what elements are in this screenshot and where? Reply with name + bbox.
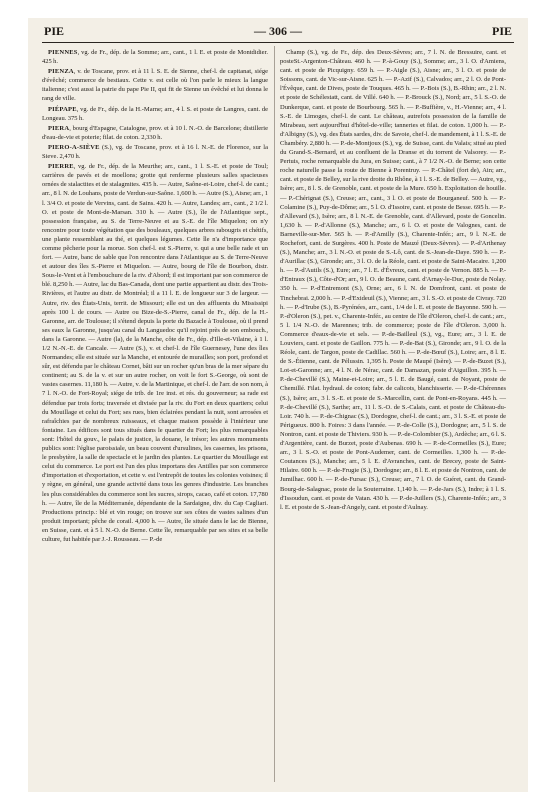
entry-headword: PIÉPAPE: [48, 105, 77, 113]
entry-headword: PIERA: [48, 124, 70, 132]
running-head-left: PIE: [44, 24, 65, 38]
left-column: [42, 48, 268, 545]
column-divider: [274, 46, 275, 782]
entry-text: , vg. de Fr., dép. de la H.-Marne; arr., 4 l. S. et poste de Langres, cant. de Longeau. 375 h.: [42, 105, 268, 122]
entry-text: , v. de Toscane, prov. et à 11 l. S. E. de Sienne, chef-l. de capitanat, siége d'évêché; commerce de bestiaux. Cette v. est celle où l'on parle le mieux la langue italienne; c'est aussi la patrie du pape Pie II, qui fit de Sienne un évêché et lui donna le rang de ville.: [42, 68, 268, 103]
entry-pierre: [42, 162, 268, 544]
entry-text: (S.), vg. de Toscane, prov. et à 16 l. N.-E. de Florence, sur la Sieve. 2,470 h.: [42, 143, 268, 161]
entry-text: , bourg d'Espagne, Catalogne, prov. et à 10 l. N.-O. de Barcelone; distillerie d'eau-de-vie et poterie; filat. de coton. 2,330 h.: [42, 124, 268, 141]
entry-headword: PIENZA: [48, 68, 74, 76]
entry-piennes: [42, 48, 268, 66]
entry-headword: PIENNES: [48, 49, 78, 56]
entry-piera: [42, 124, 268, 142]
page-number: — 306 —: [254, 24, 302, 38]
entry-pienza: [42, 67, 268, 103]
entry-pierre-continued: [280, 48, 506, 512]
book-page: [28, 18, 528, 792]
entry-headword: PIERO-A-SIÈVE: [48, 143, 100, 151]
entry-headword: PIERRE: [48, 163, 74, 171]
entry-text: Champ (S.), vg. de Fr., dép. des Deux-Sèvres; arr., 7 l. N. de Bressuire, cant. et posteSt.-Argenton-Château. 460 h. — P.-à-Gouy (S.), Somme; arr., 3 l. O. d'Amiens, cant. et poste de Picquigny. 659 h. — P.-Aigle (S.), Aisne; arr., 3 l. O. et poste de Soissons, cant. de Vic-sur-Aisne. 625 h. — P.-Azif (S.), Calvados; arr., 2 l. O. de Pont-l'Évêque, cant. de Dives, poste de Touques. 465 h. — P.-Bois (S.), B.-Rhin; arr., 2 l. N. et poste de Schélestatt, cant. de Villé. 640 h. — P.-Brouck (S.), Nord; arr., 5 l. S.-O. de Dunkerque, cant. et poste de Bourbourg. 565 h. — P.-Buffière, v., H.-Vienne; arr., 4 l. S.-E. de Limoges, chef-l. de cant. Le château, autrefois possession de la famille de Mirabeau, sert aujourd'hui d'hôtel-de-ville; tanneries et filat. de coton. 1,000 h. — P.-d'Albigny (S.), vg. des États sardes, div. de Savoie, chef-l. de mandement, à 1 l. S.-E. de Chambéry. 2,880 h. — P.-de-Montjoux (S.), vg. de Suisse, cant. du Valais; situé au pied du Grand-S.-Bernard, et au confluent de la Dranse et du torrent de Valsorey. — P.-Pertuis, roche remarquable du Jura, en Suisse; cant., à 7 1/2 N.-O. de Berne; son cette roche naturelle passe la route de Bienne à Porentruy. — P.-Châtel (fort de), Ain; arr., cant. et poste de Belley, sur la rive droite du Rhône, à 1 l. S.-E. de Belley. — Autre, vg., Isère; arr., 8 l. S. de Grenoble, cant. et poste de la Mure. 650 h. Exploitation de houille. — P.-Chérignat (S.), Creuse; arr., cant., 3 l. O. et poste de Bourganeuf. 500 h. — P.-Colamine (S.), Puy-de-Dôme; arr., 5 l. O. d'Issoire, cant. et poste de Besse. 695 h. — P.-d'Allevard (S.), Isère; arr., 8 l. N.-E. de Grenoble, cant. d'Allevard, poste de Goncelin. 1,630 h. — P.-d'Allonne (S.), Manche; arr., 6 l. O. et poste de Valognes, cant. de Barneville-sur-Mer. 565 h. — P.-d'Amilly (S.), Charente-Infér.; arr., 9 l. N.-E. de Rochefort, cant. de Surgères. 400 h. Poste de Mauzé (Deux-Sèvres). — P.-d'Arthenay (S.), Manche; arr., 3 l. N.-O. et poste de S.-Lô, cant. de S.-Jean-de-Daye. 590 h. — P.-d'Aurillac (S.), Gironde; arr., 3 l. O. de la Réole, cant. et poste de Saint-Macaire. 1,200 h. — P.-d'Autils (S.), Eure; arr., 7 l. E. d'Évreux, cant. et poste de Vernon. 885 h. — P.-d'Entraux (S.), Côte-d'Or; arr., 9 l. O. de Beaune, cant. d'Arnay-le-Duc, poste de Nolay. 350 h. — P.-d'Entremont (S.), Orne; arr., 6 l. N. de Domfront, cant. et poste de Tinchebrai. 2,000 h. — P.-d'Exideuil (S.), Vienne; arr., 3 l. S.-O. et poste de Civray. 720 h. — P.-d'Irube (S.), B.-Pyrénées, arr., cant., 1/4 de l. E. et poste de Bayonne. 590 h. — P.-d'Oleron (S.), pet. v., Charente-Infér., au centre de l'île d'Oleron, chef-l. de cant.; arr., 5 l. 1/4 N.-O. de Marennes; trib. de commerce; poste de l'île d'Oleron. 3,000 h. Commerce d'eaux-de-vie et sels. — P.-de-Bailleul (S.), vg., Eure; arr., 3 l. E. de Louviers, cant. et poste de Gaillon. 775 h. — P.-de-Bat (S.), Gironde; arr., 9 l. O. de la Réole, cant. de Targon, poste de Cadillac. 560 h. — P.-de-Bœuf (S.), Loire; arr., 8 l. E. de S.-Étienne, cant. de Pélussin. 1,395 h. Poste de Maupé (Isère). — P.-de-Buzet (S.), Lot-et-Garonne; arr., 4 l. N. de Nérac, cant. de Damazan, poste d'Aiguillon. 395 h. — P.-de-Chevillé (S.), Maine-et-Loire; arr., 5 l. E. de Baugé, cant. de Noyant, poste de Chemillé. Filat. hydraul. de coton; fabr. de calicots, blanchisserie. — P.-de-Chérennes (S.), Isère; arr., 3 l. S.-E. et poste de S.-Marcellin, cant. de Pont-en-Royans. 445 h. — P.-de-Chevillé (S.), Sarthe; arr., 11 l. S.-O. de S.-Calais, cant. et poste de Château-du-Loir. 740 h. — P.-de-Chignac (S.), Dordogne, chef-l. de cant.; arr., 3 l. S.-E. et poste de Périgueux. 800 h. Foires: 3 dans l'année. — P.-de-Colle (S.), Dordogne; arr., 5 l. S. de Nontron, cant. et poste de Thiviers. 930 h. — P.-de-Colombier (S.), Ardèche; arr., 6 l. S. d'Argentière, cant. de Burzet, poste d'Aubenas. 690 h. — P.-de-Cormeilles (S.), Eure; arr., 3 l. S.-O. et poste de Pont-Audemer, cant. de Cormeilles. 1,300 h. — P.-de-Coutances (S.), Manche; arr., 5 l. E. d'Avranches, cant. de Brecey, poste de Saint-Hilaire. 600 h. — P.-de-Frugie (S.), Dordogne; arr., 8 l. E. et poste de Nontron, cant. de Jumilhac. 600 h. — P.-de-Fursac (S.), Creuse; arr., 7 l. O. de Guéret, cant. du Grand-Bourg-de-Salagnac, poste de la Souterraine. 1,140 h. — P.-de-Jars (S.), Indre; à 1 l. S. d'Issoudun, cant. et poste de Vatan. 430 h. — P.-de-Juillers (S.), Charente-Infér.; arr., 3 l. E. et poste de S.-Jean-d'Angely, cant. et poste d'Aulnay.: [280, 49, 506, 511]
entry-text: , vg. de Fr., dép. de la Meurthe; arr., cant., 1 l. S.-E. et poste de Toul; carrières de pavés et de moellons; grotte qui renferme plusieurs salles spacieuses ornées de stalactites et de stalagmites. 435 h. — Autre, Saône-et-Loire, chef-l. de cant.; arr., 8 l. N. de Louhans, poste de Verdun-sur-Saône. 1,600 h. — Autre (S.), Aisne; arr., 1 l. 3/4 O. et poste de Vervins, cant. de Sains. 420 h. — Autre, Landes; arr., cant., 2 1/2 l. O. et poste de Mont-de-Marsan. 310 h. — Autre (S.), île de l'Atlantique sept., possession française, au S. de Terre-Neuve et au S.-E. de l'île Miquelon; on n'y rencontre pour toute végétation que des bouleaux, quelques arbres rabougris et chétifs, une plante ressemblant au thé, et quelques légumes. Cette île n'a d'importance que comme pêcherie pour la morue. Son chef-l. est S.-Pierre, v. qui a une belle rade et un fort. — Autre, banc de sable que l'on rencontre dans l'Atlantique au S. de Terre-Neuve et autour des îles S.-Pierre et Miquelon. — Autre, bourg de l'île de Bourbon, distr. Sous-le-Vent et à l'embouchure de la riv. d'Abord; il est important par son commerce de blé. 8,250 h. — Autre, lac du Bas-Canada, dont une partie appartient au distr. des Trois-Rivières, et l'autre au distr. de Montréal; il a 11 l. E. de longueur sur 3 de largeur. — Autre, riv. des États-Unis, territ. de Missouri; elle est un des affluents du Mississipi après 100 l. de cours. — Autre ou Bize-de-S.-Pierre, canal de Fr., dép. de la H.-Garonne, arr. de Toulouse; il s'étend depuis la porte du Bazacle à Toulouse, où il prend ses eaux la Garonne, jusqu'au canal du Languedoc qu'il rejoint près de son embouch., dans la Garonne. — Autre (la), de la Manche, côte de Fr., dép. d'Ille-et-Vilaine, à 1 l. 1/2 N.-N.-E. de Cancale. — Autre (S.), v. et chef-l. de l'île Guernesey, l'une des îles Normandes; elle est située sur la Manche, et entourée de murailles; son port, profond et sûr, est défendu par le château Cornet, bâti sur un rocher qu'un bras de la mer sépare du continent; au S. de la v. et sur un autre rocher, on voit le fort S.-George, où sont de vastes casernes. 11,180 h. — Autre, v. de la Martinique, et chef-l. de l'arr. de son nom, à 7 l. N.-O. de Fort-Royal; siége de trib. de 1re inst. et rés. du gouverneur; sa rade est défendue par trois forts; traversée et divisée par la riv. du Fort en deux quartiers; celui du Mouillage et celui du Fort; ses rues, bien éclairées pendant la nuit, sont arrosées et rafraîchies par de nombreux ruisseaux, et chaque maison possède à l'intérieur une fontaine. Les édifices sont tous situés dans le quartier du Fort; les plus remarquables sont: l'hôtel du gouv., le palais de justice, la douane, le trésor; les autres monuments publics sont: l'église paroissiale, un beau couvent d'ursulines, les casernes, les prisons, le presbytère, la salle de spectacle et le jardin des plantes. Le quartier du Mouillage est celui du commerce. Le port est l'un des plus importans des Antilles par son commerce d'importation et d'exportation, et cette v. est l'entrepôt de toutes les colonies voisines; il y règne, en général, une grande activité dans tous les genres d'industrie. Les branches les plus considérables du commerce sont les sucres, sirops, cacao, café et coton. 17,780 h. — Autre, île de la Méditerranée, dépendante de la Sardaigne, div. du Cap Cagliari. Productions princip.: blé et vin rouge; on trouve sur ses côtes de vastes salines d'un produit important; pêche de corail. 4,000 h. — Autre, île située dans le lac de Bienne, en Suisse, cant. et à 5 l. N.-O. de Berne. Cette île, remarquable par ses sites et sa belle culture, fut habitée par J.-J. Rousseau. — P.-de: [42, 163, 268, 543]
running-header: [44, 24, 512, 42]
running-head-right: PIE: [491, 24, 512, 38]
right-column: [280, 48, 506, 513]
entry-piero-a-sieve: [42, 143, 268, 161]
header-rule: [42, 42, 514, 43]
entry-text: , vg. de Fr., dép. de la Somme; arr., cant., 1 l. E. et poste de Montdidier. 425 h.: [42, 49, 268, 66]
entry-piepape: [42, 105, 268, 123]
